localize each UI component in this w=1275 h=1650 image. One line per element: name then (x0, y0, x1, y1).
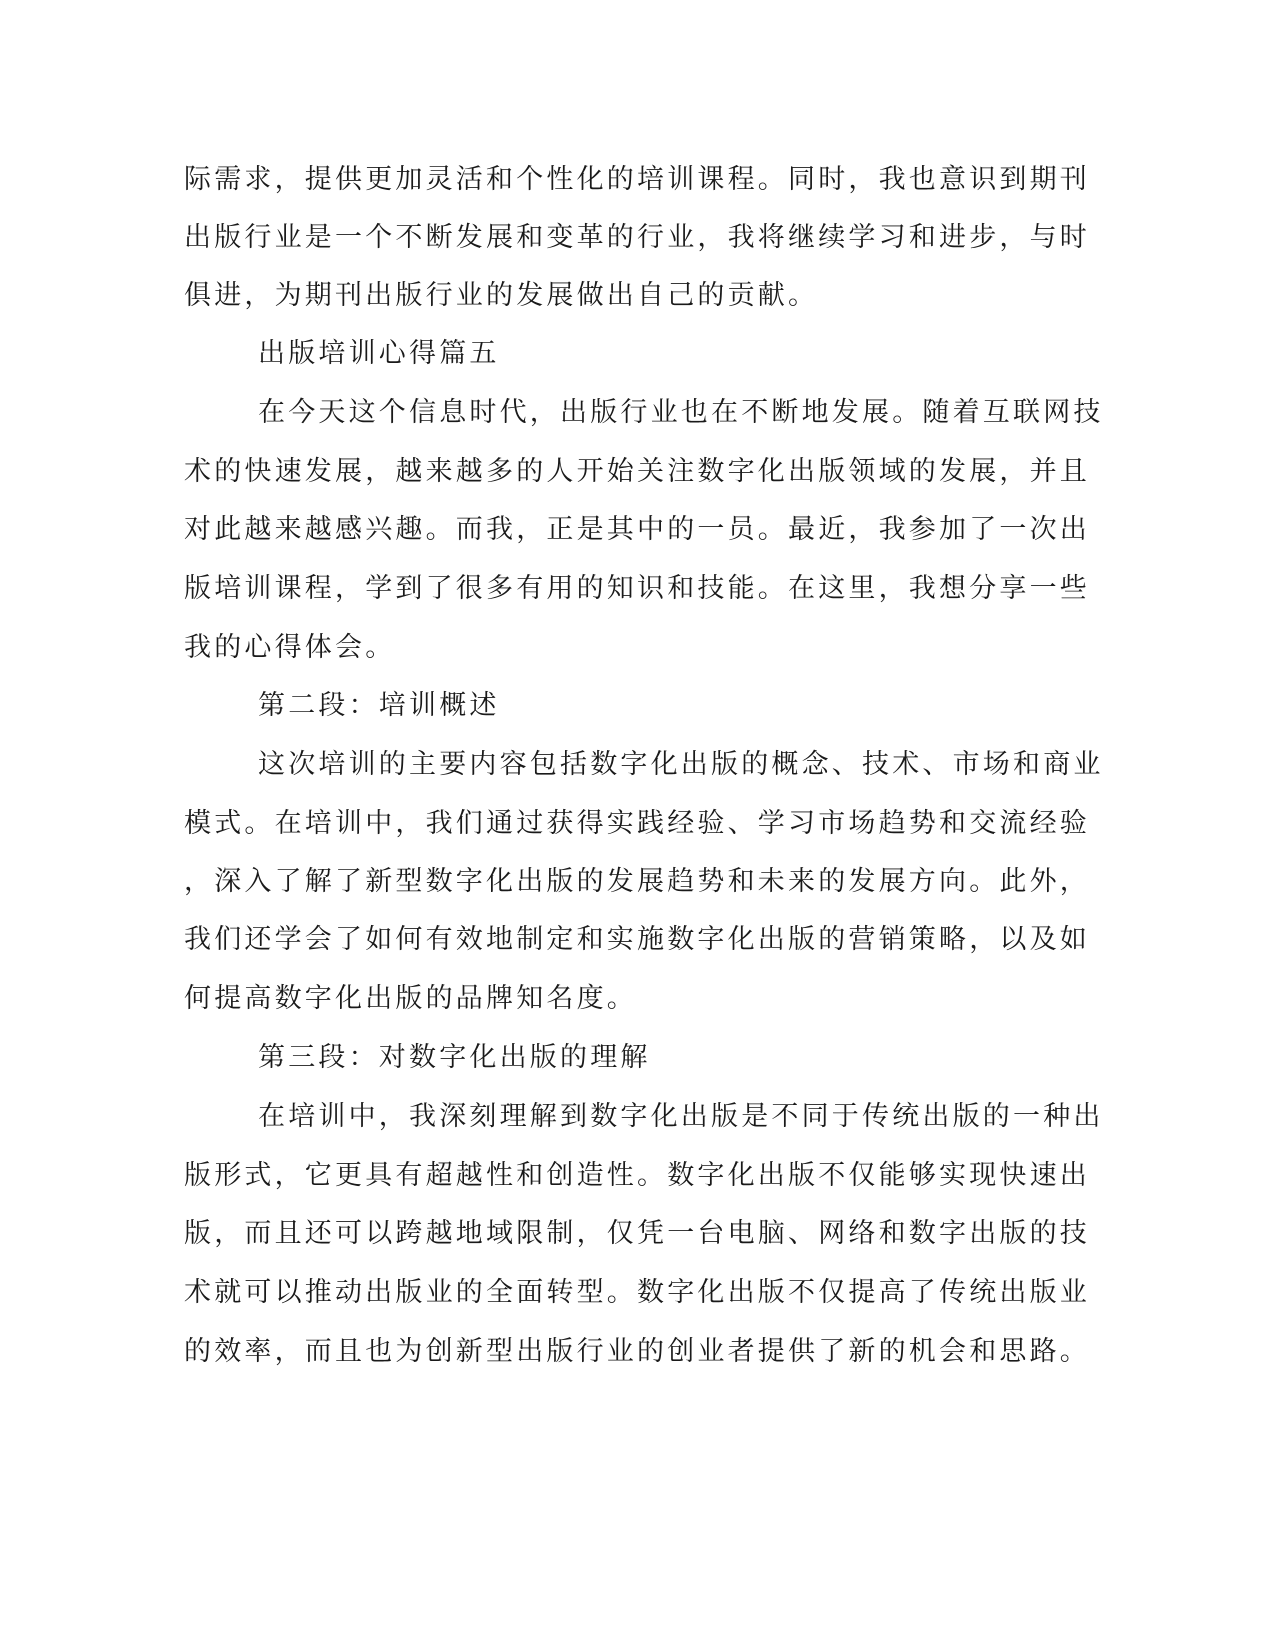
text-line: 版，而且还可以跨越地域限制，仅凭一台电脑、网络和数字出版的技 (184, 1218, 1090, 1249)
text-line: 我的心得体会。 (184, 632, 396, 663)
text-line: 版培训课程，学到了很多有用的知识和技能。在这里，我想分享一些 (184, 573, 1090, 604)
text-line: 俱进，为期刊出版行业的发展做出自己的贡献。 (184, 280, 819, 311)
text-line: 在培训中，我深刻理解到数字化出版是不同于传统出版的一种出 (258, 1101, 1104, 1132)
text-line: 术就可以推动出版业的全面转型。数字化出版不仅提高了传统出版业 (184, 1277, 1090, 1308)
text-line: 何提高数字化出版的品牌知名度。 (184, 983, 637, 1014)
section-heading: 第三段：对数字化出版的理解 (258, 1042, 651, 1073)
section-heading: 出版培训心得篇五 (258, 338, 500, 369)
text-line: 际需求，提供更加灵活和个性化的培训课程。同时，我也意识到期刊 (184, 164, 1090, 195)
text-line: 在今天这个信息时代，出版行业也在不断地发展。随着互联网技 (258, 397, 1104, 428)
text-line: 出版行业是一个不断发展和变革的行业，我将继续学习和进步，与时 (184, 222, 1090, 253)
text-line: 术的快速发展，越来越多的人开始关注数字化出版领域的发展，并且 (184, 456, 1090, 487)
text-line: 对此越来越感兴趣。而我，正是其中的一员。最近，我参加了一次出 (184, 514, 1090, 545)
text-line: 模式。在培训中，我们通过获得实践经验、学习市场趋势和交流经验 (184, 808, 1090, 839)
text-line: 我们还学会了如何有效地制定和实施数字化出版的营销策略，以及如 (184, 924, 1090, 955)
text-line: 版形式，它更具有超越性和创造性。数字化出版不仅能够实现快速出 (184, 1160, 1090, 1191)
text-line: ，深入了解了新型数字化出版的发展趋势和未来的发展方向。此外， (184, 866, 1090, 897)
section-heading: 第二段：培训概述 (258, 690, 500, 721)
text-line: 的效率，而且也为创新型出版行业的创业者提供了新的机会和思路。 (184, 1336, 1090, 1367)
text-line: 这次培训的主要内容包括数字化出版的概念、技术、市场和商业 (258, 749, 1104, 780)
